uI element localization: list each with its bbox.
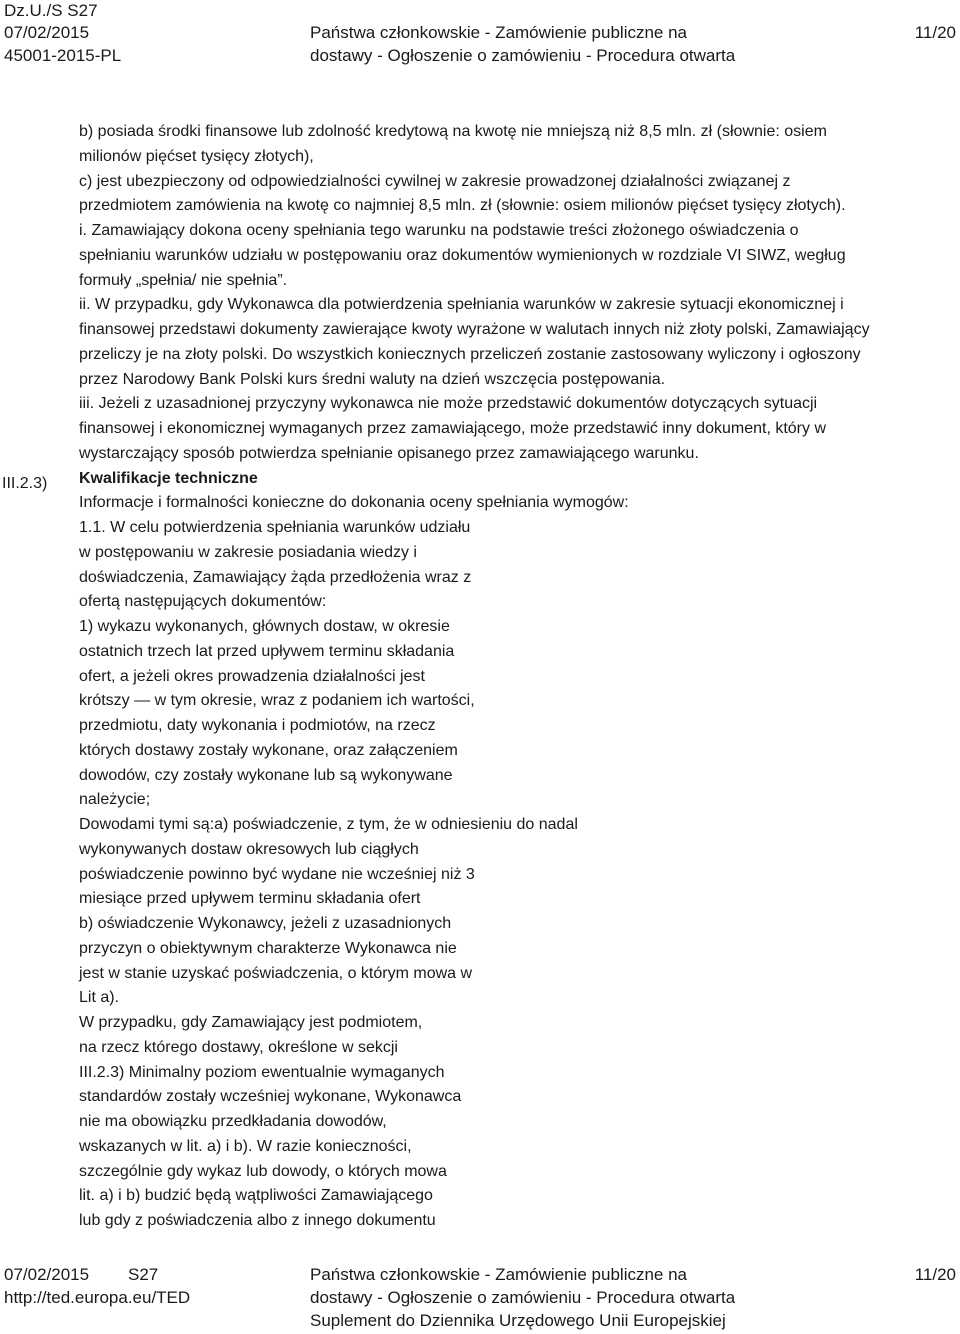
body-line: dowodów, czy zostały wykonane lub są wykonywane	[79, 766, 453, 784]
body-line: 1) wykazu wykonanych, głównych dostaw, w okresie	[79, 618, 450, 635]
document-body	[79, 120, 959, 1234]
page-number: 11/20	[914, 23, 956, 42]
body-line: nie ma obowiązku przedkładania dowodów,	[79, 1113, 387, 1130]
body-line: ofertą następujących dokumentów:	[79, 593, 327, 611]
body-line: standardów zostały wcześniej wykonane, Wykonawca	[79, 1088, 462, 1106]
journal-reference: Dz.U./S S27	[4, 1, 98, 20]
body-line: finansowej przedstawi dokumenty zawierające kwoty wyrażone w walutach innych niż złoty polski, Zamawiający	[79, 321, 870, 338]
body-line: c) jest ubezpieczony od odpowiedzialności cywilnej w zakresie prowadzonej działalności związanej z	[79, 172, 791, 190]
body-line: Dowodami tymi są:a) poświadczenie, z tym, że w odniesieniu do nadal	[79, 816, 578, 833]
body-line: 1.1. W celu potwierdzenia spełniania warunków udziału	[79, 519, 471, 536]
publication-date: 07/02/2015	[4, 23, 90, 42]
body-line: miesiące przed upływem terminu składania ofert	[79, 890, 421, 908]
body-line: ostatnich trzech lat przed upływem terminu składania	[79, 642, 455, 660]
body-line: finansowej i ekonomicznej wymaganych przez zamawiającego, może przedstawić inny dokument, który w	[79, 420, 826, 437]
body-line: wskazanych w lit. a) i b). W razie konieczności,	[79, 1137, 412, 1155]
section-heading: Kwalifikacje techniczne	[79, 469, 258, 487]
body-line: przedmiotu, daty wykonania i podmiotów, na rzecz	[79, 717, 436, 734]
body-line: milionów pięćset tysięcy złotych),	[79, 147, 314, 165]
body-line: przedmiotem zamówienia na kwotę co najmniej 8,5 mln. zł (słownie: osiem milionów pięćset tysięcy złotych).	[79, 197, 846, 215]
footer-url: http://ted.europa.eu/TED	[4, 1288, 191, 1307]
body-line: iii. Jeżeli z uzasadnionej przyczyny wykonawca nie może przedstawić dokumentów dotyczących sytuacji	[79, 395, 818, 413]
body-line: na rzecz którego dostawy, określone w sekcji	[79, 1038, 398, 1056]
footer-supplement: Suplement do Dziennika Urzędowego Unii Europejskiej	[310, 1311, 726, 1330]
section-number: III.2.3)	[2, 475, 48, 492]
body-line: należycie;	[79, 791, 151, 809]
body-line: III.2.3) Minimalny poziom ewentualnie wymaganych	[79, 1063, 445, 1081]
header-title-line1: Państwa członkowskie - Zamówienie publiczne na	[310, 23, 688, 42]
footer-date: 07/02/2015	[4, 1265, 90, 1284]
body-line: doświadczenia, Zamawiający żąda przedłożenia wraz z	[79, 568, 472, 586]
body-line: ofert, a jeżeli okres prowadzenia działalności jest	[79, 667, 425, 685]
body-line: Lit a).	[79, 989, 120, 1007]
body-line: których dostawy zostały wykonane, oraz załączeniem	[79, 741, 458, 759]
body-line: Informacje i formalności konieczne do dokonania oceny spełniania wymogów:	[79, 494, 629, 512]
body-line: krótszy — w tym okresie, wraz z podaniem ich wartości,	[79, 692, 475, 710]
body-line: spełnianiu warunków udziału w postępowaniu oraz dokumentów wymienionych w rozdziale VI SIWZ, wegług	[79, 246, 846, 264]
footer-title-line1: Państwa członkowskie - Zamówienie publiczne na	[310, 1265, 688, 1284]
body-line: lub gdy z poświadczenia albo z innego dokumentu	[79, 1212, 436, 1229]
footer-series: S27	[128, 1265, 159, 1284]
body-line: W przypadku, gdy Zamawiający jest podmiotem,	[79, 1014, 423, 1031]
header-title-line2: dostawy - Ogłoszenie o zamówieniu - Procedura otwarta	[310, 46, 736, 65]
footer-title-line2: dostawy - Ogłoszenie o zamówieniu - Procedura otwarta	[310, 1288, 736, 1307]
body-line: b) posiada środki finansowe lub zdolność kredytową na kwotę nie mniejszą niż 8,5 mln. zł (słownie: osiem	[79, 123, 827, 140]
body-line: jest w stanie uzyskać poświadczenia, o którym mowa w	[79, 964, 473, 982]
body-line: wykonywanych dostaw okresowych lub ciągłych	[79, 840, 419, 858]
body-line: przyczyn o obiektywnym charakterze Wykonawca nie	[79, 939, 457, 957]
body-line: szczególnie gdy wykaz lub dowody, o których mowa	[79, 1162, 447, 1180]
body-line: i. Zamawiający dokona oceny spełniania tego warunku na podstawie treści złożonego oświadczenia o	[79, 222, 799, 239]
footer-page-number: 11/20	[914, 1265, 956, 1284]
body-line: przeliczy je na złoty polski. Do wszystkich koniecznych przeliczeń zostanie zastosowany wyliczony i ogłoszony	[79, 345, 861, 363]
body-line: ii. W przypadku, gdy Wykonawca dla potwierdzenia spełniania warunków w zakresie sytuacji ekonomicznej i	[79, 296, 844, 314]
body-line: wystarczający sposób potwierdza spełnianie opisanego przez zamawiającego warunku.	[79, 444, 699, 462]
body-line: przez Narodowy Bank Polski kurs średni waluty na dzień wszczęcia postępowania.	[79, 370, 666, 388]
body-line: formuły „spełnia/ nie spełnia”.	[79, 271, 288, 289]
body-line: b) oświadczenie Wykonawcy, jeżeli z uzasadnionych	[79, 915, 452, 932]
body-line: w postępowaniu w zakresie posiadania wiedzy i	[79, 543, 417, 561]
document-id: 45001-2015-PL	[4, 46, 122, 65]
body-line: lit. a) i b) budzić będą wątpliwości Zamawiającego	[79, 1187, 433, 1205]
body-line: poświadczenie powinno być wydane nie wcześniej niż 3	[79, 865, 475, 883]
